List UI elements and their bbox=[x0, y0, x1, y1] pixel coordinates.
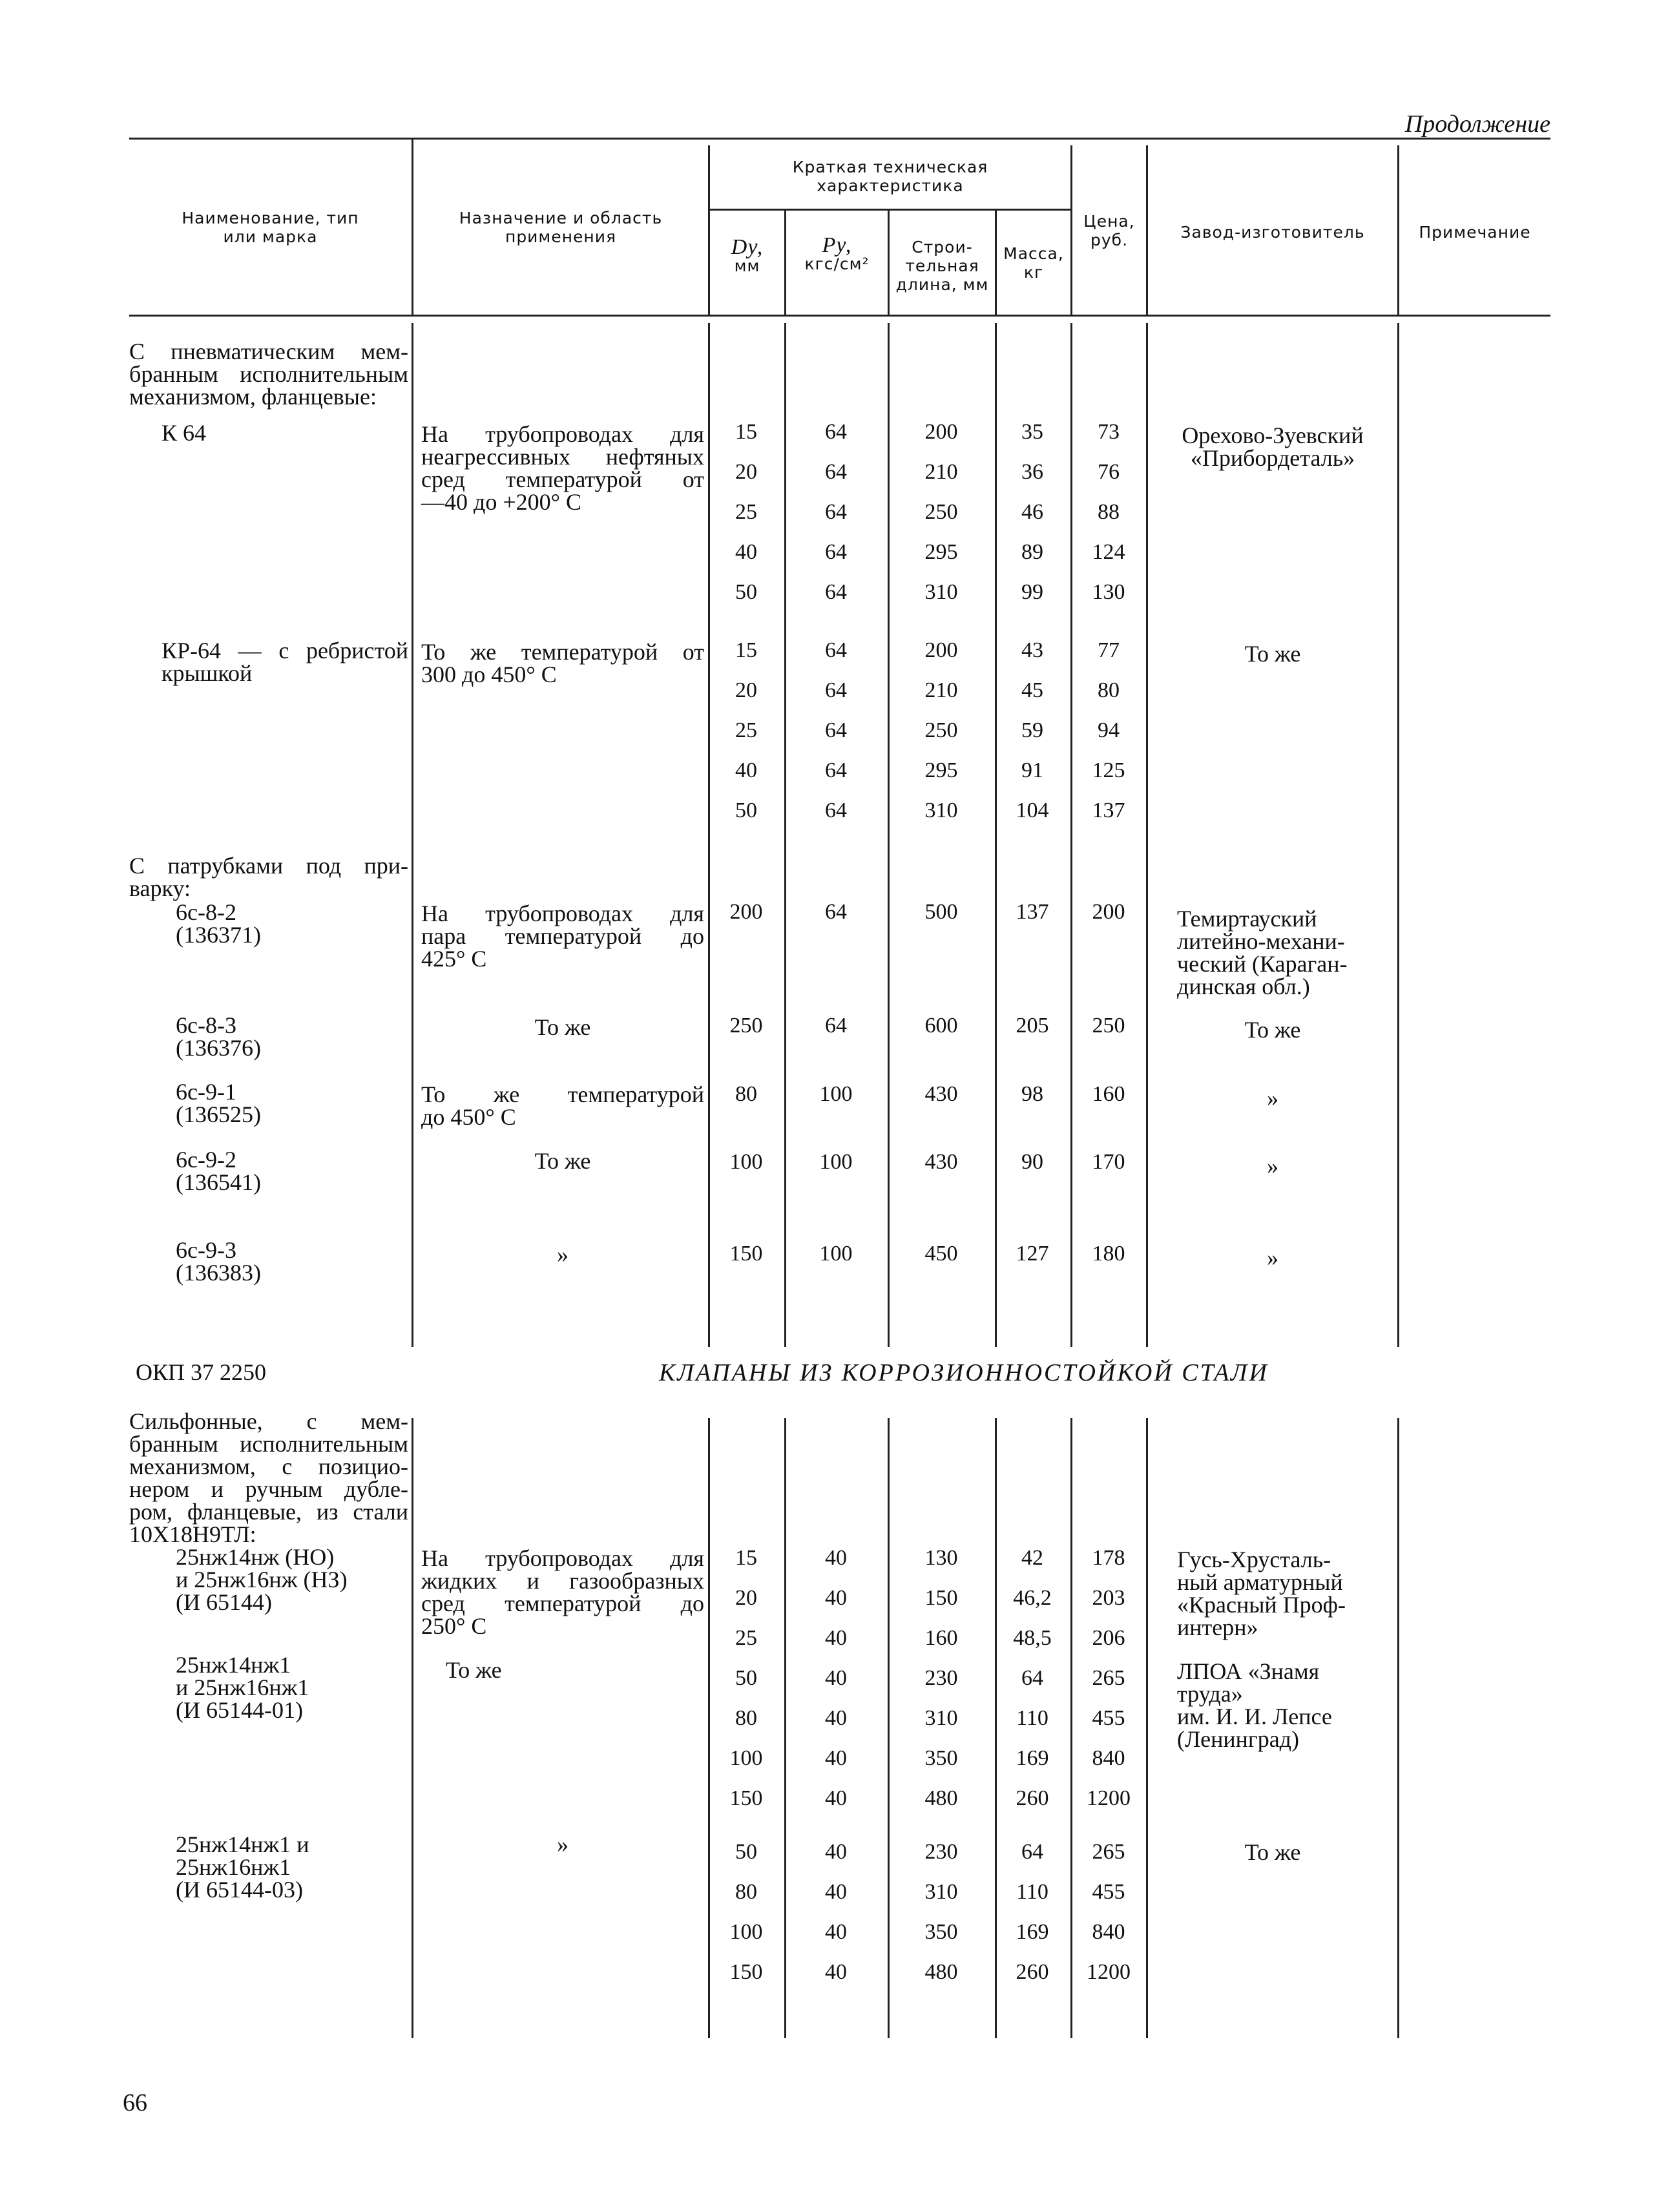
price-cell: 206 bbox=[1092, 1626, 1125, 1650]
price-cell: 80 bbox=[1098, 678, 1120, 702]
item-name: 25нж14нж (НО) и 25нж16нж (НЗ) (И 65144) bbox=[176, 1544, 348, 1615]
length-cell: 310 bbox=[924, 580, 958, 604]
body-col-divider bbox=[1070, 1418, 1072, 2038]
header-note: Примечание bbox=[1419, 223, 1531, 242]
mass-cell: 45 bbox=[1021, 678, 1043, 702]
continuation-label: Продолжение bbox=[1404, 110, 1550, 138]
item-name: 25нж14нж1 и 25нж16нж1 (И 65144-01) bbox=[176, 1652, 309, 1723]
item-name: К 64 bbox=[162, 420, 207, 446]
mass-cell: 137 bbox=[1016, 900, 1049, 924]
length-cell: 430 bbox=[924, 1150, 958, 1174]
length-cell: 150 bbox=[924, 1586, 958, 1610]
length-cell: 310 bbox=[924, 1706, 958, 1730]
length-cell: 500 bbox=[924, 900, 958, 924]
mass-cell: 110 bbox=[1016, 1880, 1048, 1904]
header-dy: Dу, мм bbox=[731, 235, 764, 275]
item-purpose: То же bbox=[534, 1014, 591, 1040]
item-name: 6с-9-1 (136525) bbox=[176, 1079, 261, 1127]
price-cell: 203 bbox=[1092, 1586, 1125, 1610]
mass-cell: 64 bbox=[1021, 1840, 1043, 1864]
price-cell: 73 bbox=[1098, 420, 1120, 444]
length-cell: 250 bbox=[924, 718, 958, 742]
item-name: 25нж14нж1 и 25нж16нж1 (И 65144-03) bbox=[176, 1831, 309, 1903]
mass-cell: 90 bbox=[1021, 1150, 1043, 1174]
py-cell: 40 bbox=[825, 1626, 847, 1650]
body-col-divider bbox=[1070, 323, 1072, 1347]
page-number: 66 bbox=[123, 2089, 147, 2116]
length-cell: 430 bbox=[924, 1082, 958, 1106]
py-cell: 64 bbox=[825, 420, 847, 444]
py-cell: 64 bbox=[825, 460, 847, 484]
price-cell: 840 bbox=[1092, 1920, 1125, 1944]
price-cell: 1200 bbox=[1087, 1786, 1131, 1810]
item-purpose: На трубопроводах для неагрессивных нефтяных сред температурой от —40 до +200° С bbox=[421, 421, 704, 515]
length-cell: 130 bbox=[924, 1546, 958, 1570]
mass-cell: 91 bbox=[1021, 758, 1043, 782]
item-maker: ЛПОА «Знамя труда» им. И. И. Лепсе (Ленинград) bbox=[1177, 1658, 1332, 1752]
price-cell: 840 bbox=[1092, 1746, 1125, 1770]
mass-cell: 205 bbox=[1016, 1014, 1049, 1038]
dy-cell: 15 bbox=[735, 1546, 757, 1570]
dy-cell: 20 bbox=[735, 1586, 757, 1610]
price-cell: 455 bbox=[1092, 1880, 1125, 1904]
dy-cell: 100 bbox=[729, 1920, 763, 1944]
group-welded: С патрубками под при- варку: bbox=[129, 853, 408, 901]
section-code: ОКП 37 2250 bbox=[136, 1359, 267, 1385]
item-maker: Орехово-Зуевский «Прибордеталь» bbox=[1182, 423, 1364, 471]
length-cell: 200 bbox=[924, 420, 958, 444]
price-cell: 137 bbox=[1092, 798, 1125, 822]
dy-cell: 80 bbox=[735, 1082, 757, 1106]
item-name: 6с-9-2 (136541) bbox=[176, 1147, 261, 1195]
dy-cell: 40 bbox=[735, 758, 757, 782]
body-col-divider bbox=[995, 1418, 997, 2038]
length-cell: 350 bbox=[924, 1746, 958, 1770]
item-purpose: То же bbox=[446, 1657, 502, 1683]
length-cell: 160 bbox=[924, 1626, 958, 1650]
dy-cell: 200 bbox=[729, 900, 763, 924]
price-cell: 170 bbox=[1092, 1150, 1125, 1174]
item-name: 6с-9-3 (136383) bbox=[176, 1237, 261, 1286]
price-cell: 76 bbox=[1098, 460, 1120, 484]
py-cell: 40 bbox=[825, 1786, 847, 1810]
length-cell: 310 bbox=[924, 1880, 958, 1904]
item-purpose: » bbox=[557, 1831, 568, 1857]
item-name: 6с-8-2 (136371) bbox=[176, 899, 261, 948]
group-pneumatic: С пневматическим мем- бранным исполнительным механизмом, фланцевые: bbox=[129, 339, 408, 410]
py-cell: 40 bbox=[825, 1960, 847, 1984]
dy-cell: 25 bbox=[735, 1626, 757, 1650]
item-maker: То же bbox=[1244, 1839, 1301, 1865]
header-price: Цена, руб. bbox=[1083, 212, 1135, 249]
length-cell: 230 bbox=[924, 1666, 958, 1690]
price-cell: 124 bbox=[1092, 540, 1125, 564]
dy-cell: 50 bbox=[735, 1840, 757, 1864]
dy-cell: 50 bbox=[735, 1666, 757, 1690]
body-col-divider bbox=[784, 323, 786, 1347]
length-cell: 480 bbox=[924, 1786, 958, 1810]
length-cell: 230 bbox=[924, 1840, 958, 1864]
dy-cell: 50 bbox=[735, 580, 757, 604]
item-maker: Гусь-Хрусталь- ный арматурный «Красный Проф- интерн» bbox=[1177, 1547, 1346, 1640]
dy-cell: 20 bbox=[735, 678, 757, 702]
py-cell: 40 bbox=[825, 1880, 847, 1904]
body-col-divider bbox=[1397, 323, 1399, 1347]
mass-cell: 99 bbox=[1021, 580, 1043, 604]
header-mass: Масса, кг bbox=[1003, 244, 1064, 282]
dy-cell: 80 bbox=[735, 1880, 757, 1904]
header-brief-characteristics: Краткая техническая характеристика bbox=[792, 158, 988, 195]
length-cell: 250 bbox=[924, 500, 958, 524]
dy-cell: 150 bbox=[729, 1242, 763, 1266]
price-cell: 94 bbox=[1098, 718, 1120, 742]
mass-cell: 169 bbox=[1016, 1920, 1049, 1944]
length-cell: 480 bbox=[924, 1960, 958, 1984]
mass-cell: 89 bbox=[1021, 540, 1043, 564]
price-cell: 160 bbox=[1092, 1082, 1125, 1106]
mass-cell: 104 bbox=[1016, 798, 1049, 822]
mass-cell: 110 bbox=[1016, 1706, 1048, 1730]
header-length: Строи- тельная длина, мм bbox=[895, 238, 989, 294]
body-col-divider bbox=[995, 323, 997, 1347]
py-cell: 40 bbox=[825, 1546, 847, 1570]
length-cell: 210 bbox=[924, 678, 958, 702]
py-cell: 40 bbox=[825, 1920, 847, 1944]
item-maker: То же bbox=[1244, 1017, 1301, 1043]
length-cell: 210 bbox=[924, 460, 958, 484]
price-cell: 130 bbox=[1092, 580, 1125, 604]
body-col-divider bbox=[708, 323, 710, 1347]
py-cell: 64 bbox=[825, 638, 847, 662]
length-cell: 350 bbox=[924, 1920, 958, 1944]
table-top-rule bbox=[129, 138, 1550, 140]
body-col-divider bbox=[1397, 1418, 1399, 2038]
header-py: Pу, кгс/см² bbox=[804, 233, 870, 273]
py-cell: 64 bbox=[825, 678, 847, 702]
body-col-divider bbox=[708, 1418, 710, 2038]
item-purpose: То же bbox=[534, 1148, 591, 1174]
mass-cell: 64 bbox=[1021, 1666, 1043, 1690]
mass-cell: 35 bbox=[1021, 420, 1043, 444]
mass-cell: 36 bbox=[1021, 460, 1043, 484]
dy-cell: 250 bbox=[729, 1014, 763, 1038]
dy-cell: 25 bbox=[735, 500, 757, 524]
section-title: КЛАПАНЫ ИЗ КОРРОЗИОННОСТОЙКОЙ СТАЛИ bbox=[659, 1359, 1269, 1386]
brief-char-rule bbox=[709, 209, 1071, 211]
group-bellows: Сильфонные, с мем- бранным исполнительным механизмом, с позицио- нером и ручным дубле- ром, фланцевые, из стали 10Х18Н9ТЛ: bbox=[129, 1408, 408, 1547]
dy-cell: 15 bbox=[735, 638, 757, 662]
price-cell: 1200 bbox=[1087, 1960, 1131, 1984]
mass-cell: 46,2 bbox=[1013, 1586, 1052, 1610]
length-cell: 295 bbox=[924, 758, 958, 782]
py-cell: 40 bbox=[825, 1706, 847, 1730]
item-purpose: На трубопроводах для пара температурой до 425° С bbox=[421, 901, 704, 972]
price-cell: 265 bbox=[1092, 1666, 1125, 1690]
dy-cell: 150 bbox=[729, 1960, 763, 1984]
mass-cell: 260 bbox=[1016, 1786, 1049, 1810]
body-col-divider bbox=[888, 1418, 890, 2038]
py-cell: 64 bbox=[825, 580, 847, 604]
dy-cell: 80 bbox=[735, 1706, 757, 1730]
price-cell: 125 bbox=[1092, 758, 1125, 782]
header-bottom-rule bbox=[129, 315, 1550, 317]
item-purpose: То же температурой до 450° С bbox=[421, 1081, 704, 1130]
py-cell: 64 bbox=[825, 758, 847, 782]
mass-cell: 43 bbox=[1021, 638, 1043, 662]
mass-cell: 59 bbox=[1021, 718, 1043, 742]
length-cell: 310 bbox=[924, 798, 958, 822]
dy-cell: 20 bbox=[735, 460, 757, 484]
header-maker: Завод-изготовитель bbox=[1180, 223, 1365, 242]
price-cell: 265 bbox=[1092, 1840, 1125, 1864]
header-purpose: Назначение и область применения bbox=[459, 209, 663, 246]
mass-cell: 48,5 bbox=[1013, 1626, 1052, 1650]
py-cell: 40 bbox=[825, 1666, 847, 1690]
price-cell: 200 bbox=[1092, 900, 1125, 924]
length-cell: 295 bbox=[924, 540, 958, 564]
py-cell: 64 bbox=[825, 500, 847, 524]
item-name: КР-64 — с ребристой крышкой bbox=[162, 638, 408, 686]
py-cell: 40 bbox=[825, 1746, 847, 1770]
mass-cell: 98 bbox=[1021, 1082, 1043, 1106]
py-cell: 64 bbox=[825, 718, 847, 742]
py-cell: 64 bbox=[825, 1014, 847, 1038]
py-cell: 40 bbox=[825, 1840, 847, 1864]
price-cell: 180 bbox=[1092, 1242, 1125, 1266]
length-cell: 200 bbox=[924, 638, 958, 662]
item-maker: Темиртауский литейно-механи- ческий (Караган- динская обл.) bbox=[1177, 906, 1348, 999]
mass-cell: 260 bbox=[1016, 1960, 1049, 1984]
body-col-divider bbox=[412, 323, 413, 1347]
price-cell: 77 bbox=[1098, 638, 1120, 662]
length-cell: 450 bbox=[924, 1242, 958, 1266]
item-maker: » bbox=[1267, 1153, 1278, 1179]
py-cell: 100 bbox=[819, 1082, 853, 1106]
item-maker: » bbox=[1267, 1085, 1278, 1111]
body-col-divider bbox=[888, 323, 890, 1347]
dy-cell: 15 bbox=[735, 420, 757, 444]
py-cell: 64 bbox=[825, 900, 847, 924]
price-cell: 250 bbox=[1092, 1014, 1125, 1038]
dy-cell: 150 bbox=[729, 1786, 763, 1810]
py-cell: 100 bbox=[819, 1150, 853, 1174]
mass-cell: 46 bbox=[1021, 500, 1043, 524]
header-name: Наименование, тип или марка bbox=[182, 209, 359, 246]
mass-cell: 127 bbox=[1016, 1242, 1049, 1266]
mass-cell: 42 bbox=[1021, 1546, 1043, 1570]
dy-cell: 50 bbox=[735, 798, 757, 822]
py-cell: 64 bbox=[825, 540, 847, 564]
item-purpose: На трубопроводах для жидких и газообразных сред температурой до 250° С bbox=[421, 1545, 704, 1639]
item-purpose: То же температурой от 300 до 450° С bbox=[421, 639, 704, 687]
dy-cell: 25 bbox=[735, 718, 757, 742]
item-purpose: » bbox=[557, 1242, 568, 1268]
item-maker: » bbox=[1267, 1245, 1278, 1271]
item-name: 6с-8-3 (136376) bbox=[176, 1012, 261, 1061]
price-cell: 455 bbox=[1092, 1706, 1125, 1730]
py-cell: 64 bbox=[825, 798, 847, 822]
dy-cell: 100 bbox=[729, 1150, 763, 1174]
price-cell: 88 bbox=[1098, 500, 1120, 524]
dy-cell: 40 bbox=[735, 540, 757, 564]
body-col-divider bbox=[1146, 323, 1148, 1347]
length-cell: 600 bbox=[924, 1014, 958, 1038]
mass-cell: 169 bbox=[1016, 1746, 1049, 1770]
dy-cell: 100 bbox=[729, 1746, 763, 1770]
body-col-divider bbox=[412, 1418, 413, 2038]
price-cell: 178 bbox=[1092, 1546, 1125, 1570]
item-maker: То же bbox=[1244, 641, 1301, 667]
py-cell: 100 bbox=[819, 1242, 853, 1266]
body-col-divider bbox=[784, 1418, 786, 2038]
py-cell: 40 bbox=[825, 1586, 847, 1610]
